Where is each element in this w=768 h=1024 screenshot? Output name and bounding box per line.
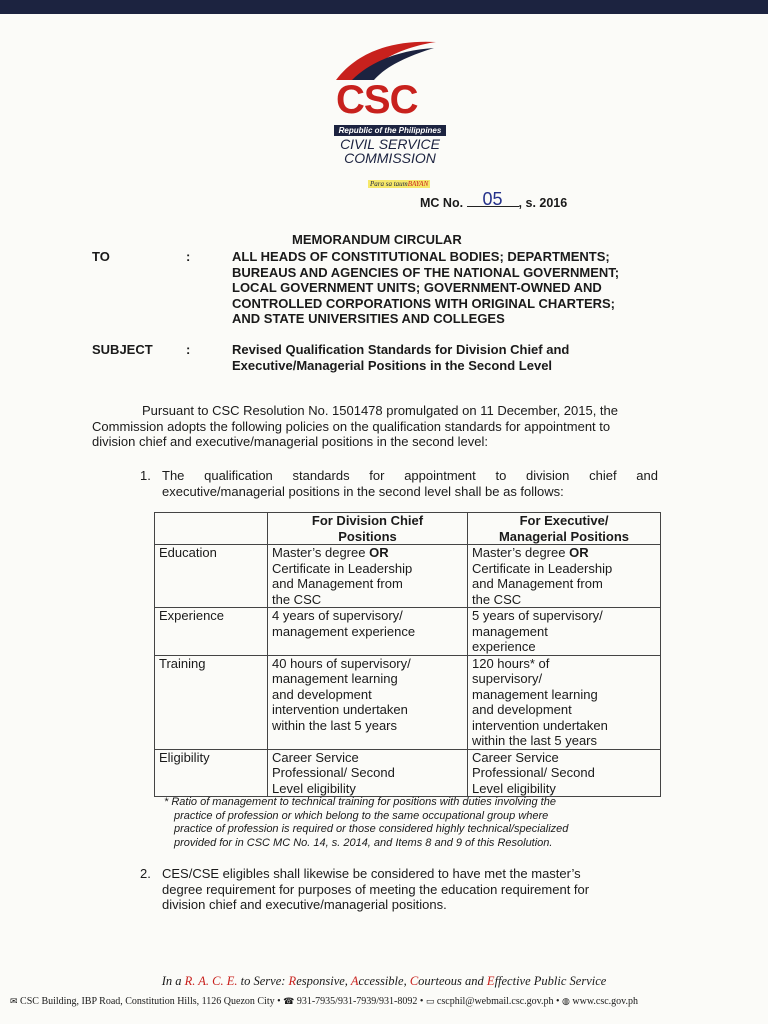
cell-line: and development: [472, 702, 572, 717]
header-line: For Executive/: [519, 513, 609, 528]
mc-number-line: [420, 189, 568, 210]
logo-agency-name: [330, 137, 450, 165]
qualification-standards-table: [154, 512, 661, 797]
subject-colon: :: [186, 342, 191, 357]
item-line: executive/managerial positions in the second level shall be as follows:: [162, 483, 564, 499]
footer-website[interactable]: www.csc.gov.ph: [572, 996, 639, 1007]
cell-line: management: [472, 623, 548, 639]
cell-line: and development: [272, 686, 372, 702]
table-header-row: [155, 513, 661, 545]
table-cell: [268, 749, 468, 797]
subject-label: SUBJECT: [92, 342, 153, 357]
mc-series: , s. 2016: [518, 196, 568, 210]
csc-logo: [330, 40, 450, 188]
cell-line: within the last 5 years: [272, 717, 398, 733]
table-row: [155, 749, 661, 797]
logo-name-line2: COMMISSION: [344, 150, 436, 166]
cell-line: 5 years of supervisory/: [472, 608, 603, 623]
motto-race: R. A. C. E.: [184, 974, 238, 988]
cell-line: management learning: [472, 686, 598, 702]
motto-initial: E: [486, 974, 495, 988]
footer-separator: •: [556, 996, 560, 1007]
motto-initial: A: [350, 974, 359, 988]
cell-line: management learning: [272, 671, 398, 686]
item-number: 2.: [140, 866, 151, 881]
to-colon: :: [186, 249, 191, 264]
motto-part: to Serve:: [237, 974, 289, 988]
to-line: CONTROLLED CORPORATIONS WITH ORIGINAL CHARTERS;: [232, 295, 616, 311]
row-label: Training: [155, 655, 268, 749]
cell-line: the CSC: [472, 591, 522, 607]
motto-part: ourteous and: [418, 974, 487, 988]
to-line: ALL HEADS OF CONSTITUTIONAL BODIES; DEPARTMENTS;: [232, 249, 610, 264]
service-motto: [0, 974, 768, 989]
table-row: [155, 608, 661, 656]
cell-line: Level eligibility: [472, 780, 556, 796]
table-footnote: [164, 796, 664, 850]
motto-part: esponsive,: [296, 974, 351, 988]
table-cell: [468, 608, 661, 656]
item-text: [162, 866, 658, 913]
table-header-blank: [155, 513, 268, 545]
to-line: BUREAUS AND AGENCIES OF THE NATIONAL GOVERNMENT;: [232, 264, 620, 280]
subject-text: [232, 342, 672, 373]
item-line: division chief and executive/managerial positions.: [162, 897, 447, 912]
cell-line: within the last 5 years: [472, 733, 598, 748]
cell-line: Professional/ Second: [472, 765, 595, 780]
cell-line: Certificate in Leadership: [472, 560, 613, 576]
cell-line: Master’s degree: [272, 545, 370, 560]
item-line: degree requirement for purposes of meeting the education requirement for: [162, 881, 590, 897]
cell-emphasis: OR: [569, 545, 589, 560]
cell-line: 4 years of supervisory/: [272, 608, 403, 623]
table-header-executive: [468, 513, 661, 545]
intro-paragraph: [92, 403, 682, 450]
header-line: Managerial Positions: [498, 528, 630, 544]
to-line: LOCAL GOVERNMENT UNITS; GOVERNMENT-OWNED AND: [232, 280, 602, 295]
cell-line: the CSC: [272, 591, 322, 607]
subject-line: Executive/Managerial Positions in the Second Level: [232, 357, 553, 373]
mc-number: 05: [467, 192, 519, 207]
logo-acronym: CSC: [336, 78, 418, 122]
note-line: provided for in CSC MC No. 14, s. 2014, and Items 8 and 9 of this Resolution.: [174, 836, 553, 849]
table-row: [155, 655, 661, 749]
footer-separator: •: [277, 996, 281, 1007]
memorandum-page: [0, 14, 768, 1024]
table-cell: [468, 749, 661, 797]
motto-part: ccessible,: [358, 974, 410, 988]
cell-line: Level eligibility: [272, 780, 356, 796]
phone-icon: ☎: [283, 997, 295, 1007]
cell-line: 120 hours* of: [472, 655, 550, 671]
header-line: Positions: [338, 528, 397, 544]
motto-part: ffective Public Service: [494, 974, 607, 988]
scan-top-edge: [0, 0, 768, 14]
to-line: AND STATE UNIVERSITIES AND COLLEGES: [232, 311, 505, 326]
note-line: practice of profession or which belong to the same occupational group where: [174, 809, 549, 822]
motto-initial: R: [288, 974, 297, 988]
cell-line: management experience: [272, 623, 416, 639]
mail-icon: ✉: [10, 997, 18, 1007]
table-cell: [268, 545, 468, 608]
table-cell: [468, 655, 661, 749]
cell-line: intervention undertaken: [472, 717, 608, 733]
cell-line: Certificate in Leadership: [272, 560, 413, 576]
footer-phone: 931-7935/931-7939/931-8092: [296, 996, 418, 1007]
item-text: [162, 468, 658, 499]
table-cell: [468, 545, 661, 608]
cell-line: supervisory/: [472, 671, 543, 686]
cell-line: Master’s degree: [472, 545, 570, 560]
cell-line: Career Service: [472, 749, 559, 765]
note-line: * Ratio of management to technical training for positions with duties involving the: [164, 796, 556, 808]
row-label: Experience: [155, 608, 268, 656]
globe-icon: ◍: [562, 997, 570, 1007]
header-line: For Division Chief: [311, 513, 424, 528]
intro-line: Pursuant to CSC Resolution No. 1501478 promulgated on 11 December, 2015, the: [142, 403, 619, 418]
cell-line: 40 hours of supervisory/: [272, 655, 411, 671]
logo-name-line1: CIVIL SERVICE: [340, 136, 440, 152]
motto-initial: C: [409, 974, 419, 988]
table-header-division-chief: [268, 513, 468, 545]
table-cell: [268, 655, 468, 749]
cell-emphasis: OR: [369, 545, 389, 560]
item-number: 1.: [140, 468, 151, 483]
logo-tagline-prefix: Para sa taum: [370, 180, 408, 188]
to-addressees: [232, 249, 672, 327]
letterhead-footer: [10, 996, 760, 1007]
subject-line: Revised Qualification Standards for Division Chief and: [232, 342, 570, 357]
footer-separator: •: [419, 996, 424, 1007]
cell-line: Professional/ Second: [272, 765, 395, 780]
row-label: Eligibility: [155, 749, 268, 797]
cell-line: experience: [472, 639, 536, 654]
footer-address: CSC Building, IBP Road, Constitution Hills, 1126 Quezon City: [20, 996, 275, 1007]
to-label: TO: [92, 249, 110, 264]
table-cell: [268, 608, 468, 656]
table-row: [155, 545, 661, 608]
motto-part: In a: [161, 974, 185, 988]
intro-line: Commission adopts the following policies on the qualification standards for appointment to: [92, 418, 611, 434]
mc-label: MC No.: [420, 196, 464, 210]
row-label: Education: [155, 545, 268, 608]
logo-country-band: Republic of the Philippines: [334, 125, 446, 136]
item-line: The qualification standards for appointment to division chief and: [162, 468, 658, 483]
document-heading: MEMORANDUM CIRCULAR: [292, 232, 462, 247]
cell-line: and Management from: [272, 576, 403, 591]
logo-tagline-bayan: BAYAN: [407, 180, 429, 188]
logo-tagline: [368, 180, 430, 188]
footer-email[interactable]: cscphil@webmail.csc.gov.ph: [436, 996, 554, 1007]
computer-icon: ▭: [425, 997, 435, 1007]
note-line: practice of profession is required or those considered highly technical/specialized: [174, 823, 569, 835]
cell-line: and Management from: [472, 576, 603, 591]
cell-line: intervention undertaken: [272, 702, 408, 717]
item-line: CES/CSE eligibles shall likewise be considered to have met the master’s: [162, 866, 581, 881]
cell-line: Career Service: [272, 749, 359, 765]
intro-line: division chief and executive/managerial positions in the second level:: [92, 434, 489, 449]
